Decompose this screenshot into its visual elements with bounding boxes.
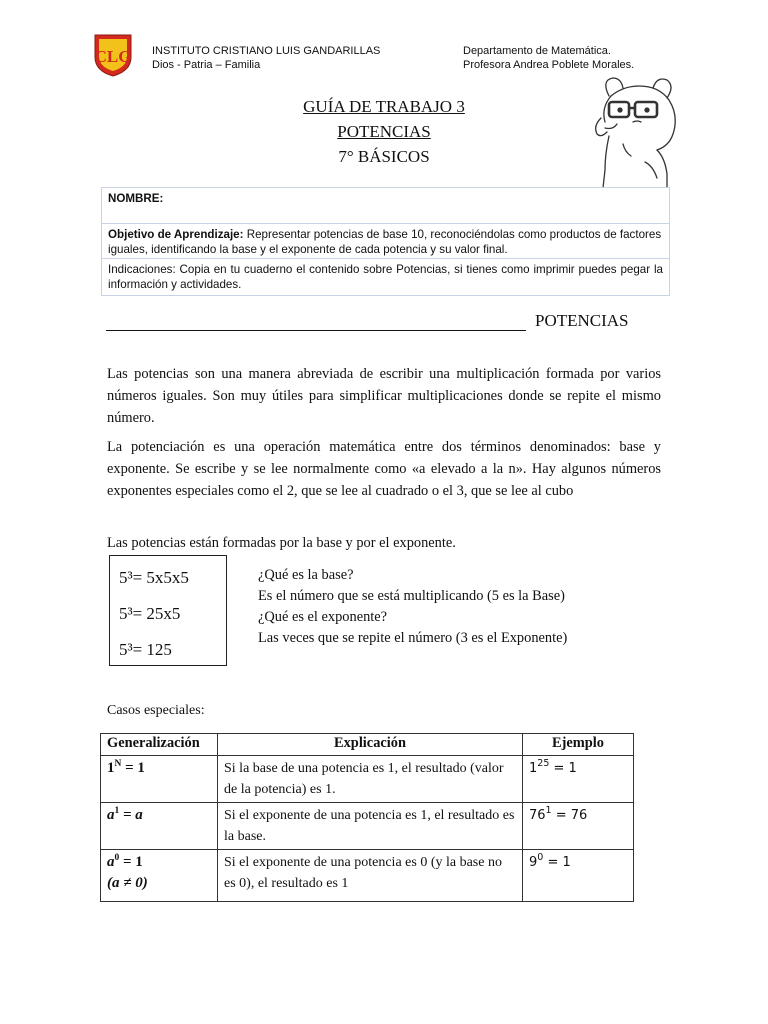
answer-base: Es el número que se está multiplicando (5 es la Base) — [258, 588, 565, 604]
header-example: Ejemplo — [523, 734, 634, 756]
generalization-cell: $a^0 = 1$ (a ≠ 0) — [101, 850, 218, 902]
school-logo — [93, 33, 133, 77]
base-exponent-explanation — [258, 565, 567, 649]
example-cell: $1^{25} = 1$ — [523, 756, 634, 803]
title-line-2: POTENCIAS — [337, 122, 431, 141]
student-info-box — [101, 187, 670, 296]
question-base: ¿Qué es la base? — [258, 567, 354, 583]
example-cell: $76^1 = 76$ — [523, 803, 634, 850]
department-block — [463, 44, 634, 72]
example-cell: $9^0 = 1$ — [523, 850, 634, 902]
instructions-label: Indicaciones: — [108, 263, 176, 276]
teacher-name: Profesora Andrea Poblete Morales. — [463, 59, 635, 71]
formula-line-1: 5³= 5x5x5 — [119, 568, 189, 587]
bear-illustration — [583, 70, 693, 188]
title-line-3: 7° BÁSICOS — [338, 147, 430, 166]
section-rule — [106, 330, 526, 331]
instructions-row — [102, 259, 669, 295]
header-explanation: Explicación — [218, 734, 523, 756]
definition-paragraph: La potenciación es una operación matemática entre dos términos denominados: base y exponente. Se escribe y se lee normalmente como «a elevado a la n». Hay algunos números exponentes especiales como el 2, que se lee al cuadrado o el 3, que se lee al cubo — [107, 439, 661, 499]
table-row — [101, 756, 634, 803]
table-header-row — [101, 734, 634, 756]
table-row — [101, 850, 634, 902]
question-exponent: ¿Qué es el exponente? — [258, 609, 388, 625]
explanation-cell: Si el exponente de una potencia es 1, el resultado es la base. — [218, 803, 523, 850]
structure-paragraph: Las potencias están formadas por la base y por el exponente. — [107, 535, 456, 551]
objective-label: Objetivo de Aprendizaje: — [108, 228, 244, 241]
formula-line-3: 5³= 125 — [119, 640, 172, 659]
header-generalization: Generalización — [101, 734, 218, 756]
generalization-cell: $1^N = 1$ — [101, 756, 218, 803]
name-row — [102, 188, 669, 224]
generalization-cell: $a^1 = a$ — [101, 803, 218, 850]
guide-title — [284, 94, 484, 169]
formula-box — [109, 555, 227, 666]
special-cases-table — [100, 733, 634, 902]
intro-paragraph: Las potencias son una manera abreviada de escribir una multiplicación formada por varios números iguales. Son muy útiles para simplificar multiplicaciones donde se repite el mismo número. — [107, 366, 661, 426]
name-label: NOMBRE: — [108, 192, 164, 205]
logo-text: CLG — [94, 47, 132, 66]
explanation-cell: Si la base de una potencia es 1, el resultado (valor de la potencia) es 1. — [218, 756, 523, 803]
special-cases-label: Casos especiales: — [107, 703, 205, 718]
institution-block — [152, 44, 380, 72]
section-title: POTENCIAS — [535, 311, 629, 330]
institution-motto: Dios - Patria – Familia — [152, 59, 261, 71]
table-row — [101, 803, 634, 850]
title-line-1: GUÍA DE TRABAJO 3 — [303, 97, 465, 116]
explanation-cell: Si el exponente de una potencia es 0 (y la base no es 0), el resultado es 1 — [218, 850, 523, 902]
answer-exponent: Las veces que se repite el número (3 es el Exponente) — [258, 630, 568, 646]
institution-name: INSTITUTO CRISTIANO LUIS GANDARILLAS — [152, 45, 381, 57]
instructions-text: Copia en tu cuaderno el contenido sobre Potencias, si tienes como imprimir puedes pegar la información y actividades. — [108, 263, 663, 291]
objective-row — [102, 224, 669, 259]
formula-line-2: 5³= 25x5 — [119, 604, 181, 623]
department-name: Departamento de Matemática. — [463, 45, 611, 57]
objective-text: Representar potencias de base 10, reconociéndolas como productos de factores iguales, identificando la base y el exponente de cada potencia y su valor final. — [108, 228, 662, 256]
